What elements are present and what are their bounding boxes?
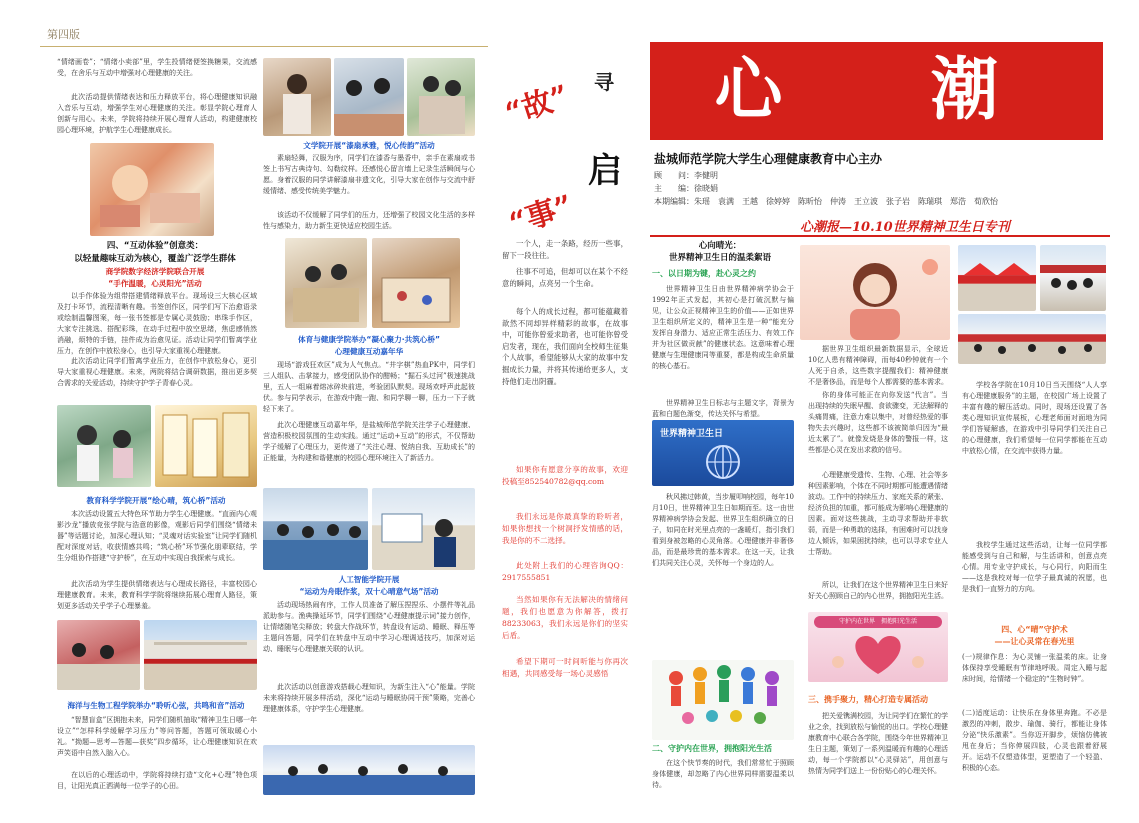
activity-name: “手作温暖，心灵阳光”活动: [108, 279, 202, 288]
photo-illustration: [334, 58, 404, 136]
col2-paragraph: 活动现场热闹有序，工作人员准备了解压捏捏乐、小摆件等礼品派助参与。渔典操延环节，同学们围绕“心理健康提示词”接力创作，让情绪随笔尖释放；转盘大作战环节，转盘设有运动、睡眠、释压等主题问答题，同学们在转盘中互动中学习心理调适技巧，加深对运动、睡眠与心理健康关联的认识。: [263, 601, 475, 653]
section-heading: 一、以日期为键，赴心灵之约: [652, 269, 756, 278]
caption: 体育与健康学院举办“凝心聚力·共筑心桥”: [298, 335, 440, 344]
col4-paragraph: 在这个快节奏的时代，我们常常忙于照顾身体健康，却忽略了内心世界同样需要温柔以待。: [652, 759, 794, 789]
col5-paragraph: 所以，让我们在这个世界精神卫生日来好好关心照顾自己的内心世界，拥抱阳光生活。: [808, 581, 948, 600]
photo-campus-booths: [958, 314, 1106, 364]
story-qq: 此处附上我们的心理咨询QQ：2917555851: [502, 561, 628, 582]
photo-illustration: [958, 245, 1036, 311]
section-heading: 以轻量趣味互动为核心，覆盖广泛学生群体: [74, 254, 236, 264]
woman-illustration: [800, 245, 950, 340]
col2-paragraph: 此次活动以创意游戏搭载心理知识，为新生注入“心”能量。学院未来将持续开展多样活动，深化“运动与睡眠协同干预”策略，完善心理健康体系，守护学生心理健康。: [263, 683, 475, 713]
col1-paragraph: 本次活动设置五大特色环节助力学生心理健康。“直面内心观影沙龙”播放竞张学院与浩意的影像，观影后同学们围绕“情绪未器”等话题讨论，加深心理认知；“灵魂对话实验室”让同学们随机配对深度对话，收获情感共鸣；“筑心桥”环节强化朋辈联结，学生分组协作搭建“守护桥”，在互动中实现自我探索与成长。: [57, 510, 257, 562]
photo-illustration: [1040, 245, 1106, 311]
activity-org: 商学院数字经济学院联合开展: [105, 267, 205, 276]
photo-illustration: [263, 488, 368, 570]
photo-illustration: [263, 58, 331, 136]
section-heading: 四、“互动体验”创意类：: [106, 241, 204, 251]
caption: 人工智能学院开展: [338, 575, 400, 584]
col1-paragraph: 此次活动提供情绪表达和压力释放平台，将心理健康知识融入音乐与互动，增强学生对心理健康的关注。彰显学院心理育人创新与用心。未来，学院将持续开展心理育人活动，构建健康校园心理环境，护航学生心理健康成长。: [57, 93, 257, 134]
article-heading: 世界精神卫生日的温柔絮语: [668, 253, 771, 263]
photo-literature-1: [263, 58, 331, 136]
advisor-label: 顾 问: [654, 171, 686, 180]
col1-paragraph: 此次活动为学生提供情绪表达与心理成长路径，丰富校园心理健康教育。未来，教育科学学院将继续拓展心理育人路径，策划更多活动关乎学子心理暴羞。: [57, 580, 257, 610]
col1-paragraph: 以手作体验为组带搭建情绪释放平台。现场设三大核心区域及打卡环节，流程清晰有趣。书签创作区，同学们写下治愈语录或绘制温馨图案，每一张书签都是专属心灵鼓励；串珠手作区，大家专注挑选、搭配彩珠，在动手过程中放空思绪，焦虑感悄然消融，烦特的手链，挂件成为治愈见证。活动让同学们暂离学业压力，在创作中放松身心，也引导大家重视心理健康。: [57, 292, 257, 355]
staff-names: ：朱瑶 袁满 王越 徐婷婷 陈昕怡 仲涛 王立波 张子岩 陈瑞琪 郑浩 荀欣怡: [686, 197, 998, 206]
masthead-staff: [654, 196, 998, 207]
photo-illustration: [372, 488, 475, 570]
caption: 海洋与生物工程学院举办“聆听心弦，共鸣和音”活动: [67, 701, 245, 710]
advisor-name: ：李健明: [686, 171, 718, 180]
col4-paragraph: 世界精神卫生日由世界精神病学协会于1992年正式发起，其初心是打破沉默与偏见，让公众正视精神卫生的价值——正如世界卫生组织所定义的，精神卫生是一种“能充分发挥自身潜力、适应正常生活压力、有效工作并为社区做贡献”的健康状态。这意味着心理健康与生理健康同等重要，都是构成生命质量的核心基石。: [652, 285, 794, 370]
photo-education-2: [155, 405, 257, 487]
photo-illustration: [407, 58, 475, 136]
photo-illustration: [958, 314, 1106, 364]
caption: “运动为舟眠作浆，双十心晴意气场”活动: [299, 587, 439, 596]
who-banner-text: 世界精神卫生日: [660, 429, 724, 439]
who-poster: [652, 420, 794, 486]
photo-illustration: [372, 238, 460, 328]
col5-paragraph: 你的身体可能正在向你发送“代言”。当出现持续的失眠早醒、食欲骤变，无法解释的头痛胃痛，注意力难以集中，对曾经热爱的事物失去兴趣时，这些都不该被简单归因为“最近太累了”。就像发烧是身体的警报一样，这些都是心灵在发出求救的信号。: [808, 391, 948, 454]
story-title-gu: “故”: [501, 78, 574, 132]
who-logo-icon: [652, 420, 794, 486]
col1-paragraph: “情绪画卷”；“情绪小卖部”里，学生投情绪便签换糖果，交流感受，在舍乐与互动中增强对心理健康的关注。: [57, 58, 257, 77]
poster-inner-world: [808, 612, 948, 682]
story-paragraph: 一个人，走一条路，经历一些事，留下一段往往。: [502, 239, 628, 260]
section-heading: 四、心“晴”守护术: [1001, 625, 1068, 634]
photo-ai-1: [263, 488, 368, 570]
photo-illustration: [57, 620, 140, 690]
col4-paragraph: 世界精神卫生日标志与主题文字，背景为蓝和白题色渐变，传达关怀与希望。: [652, 399, 794, 418]
col5-paragraph: 心理健康受遗传、生物、心理、社会等多种因素影响，个体在不同时期都可能遭遇情绪波动。工作中的持续压力、家庭关系的紧张、经济负担的加重，都可能成为影响心理健康的因素。面对这些挑战，主动寻求帮助并非软弱，而是一种勇敢的选择，有困难时可以找身边人倾诉，如果困扰持续，也可以寻求专业人士帮助。: [808, 471, 948, 556]
story-paragraph: 往事不可追，但却可以在某个不经意的瞬间，点亮另一个生命。: [502, 267, 628, 288]
caption: 教育科学学院开展“绘心晴，筑心桥”活动: [86, 496, 226, 505]
page-label: 第四版: [47, 28, 80, 41]
caption: 文学院开展“漆扇承雅，悦心传韵”活动: [303, 141, 435, 150]
section-subheading: ——让心灵常在春光里: [994, 637, 1075, 646]
heart-hands-icon: [808, 612, 948, 682]
col4-paragraph: 秋风拂过韩黄，当步履叩响校园，每年10月10日，世界精神卫生日如期而至。这一由世界精神病学协会发起、世界卫生组织确立的日子，如同在时光里点亮的一盏暖灯，指引我们看到身被忽略的心灵角落。心理健康并非奢侈品，而是最珍贵的基本需求。在这一天，让我们共同关注心灵，关怀每一个身边的人。: [652, 493, 794, 567]
masthead-banner: [650, 42, 1103, 140]
story-title-xun: 寻: [594, 70, 614, 94]
people-illustration: [652, 660, 794, 740]
col5-paragraph: 据世界卫生组织最新数据显示，全球近10亿人患有精神障碍，而每40秒钟就有一个人死于自杀，这些数字提醒我们：精神健康 不是奢侈品，而是每个人都需要的基本需求。: [808, 345, 948, 386]
col6-paragraph: 学校各学院在10月10日当天围绕“人人享有心理健康服务”的主题，在校园广场上设置了丰富有趣的解压活动。同时，现场还设置了各类心理知识宣传展板，心理老师面对面地为同学们答疑解惑，在游戏中引导同学们关注自己的心理健康，我们希望每一位同学都能在互动中放松心情，在交流中获得力量。: [962, 381, 1107, 455]
photo-illustration: [263, 745, 475, 795]
photo-literature-2: [334, 58, 404, 136]
photo-illustration: [57, 405, 151, 487]
col2-paragraph: 此次心理健康互动嘉年华，是盐城师范学院关注学子心理健康、营造积极校园氛围的生动实践。通过“运动+互动”的形式，不仅帮助学子缓解了心理压力，更传递了“关注心理、悦纳自我、互助成长”的正能量，为构建和谐健康的校园心理环境注入了新活力。: [263, 421, 475, 462]
masthead-org: 盐城师范学院大学生心理健康教育中心主办: [654, 152, 883, 166]
photo-illustration: [90, 143, 214, 236]
poster-banner-text: 守护内在世界 拥抱阳光生活: [814, 616, 942, 628]
photo-ai-2: [372, 488, 475, 570]
caption: 心理健康互动嘉年华: [334, 347, 404, 356]
col6-paragraph: 我校学生通过这些活动，让每一位同学都能感受到与自己和解，与生活讲和，创意点亮心情。用专业守护成长，与心同行，向阳而生——这是我校对每一位学子最真诚的祝愿，也是我们一直努力的方向。: [962, 541, 1107, 593]
top-rule: [40, 46, 488, 47]
photo-campus-crowd: [1040, 245, 1106, 311]
illustration-woman: [800, 245, 950, 340]
col2-paragraph: 素扇轻舞，汉服为序，同学们在漆香与墨香中，亲手在素扇或书签上书写古典诗句、勾勒纹样。还感悦心留言墙上记录生活瞬间与心愿。身着汉服的同学讲解漆扇非遗文化，引导大家在创作与交流中舒缓情绪、感受传统美学魅力。: [263, 154, 475, 195]
editor-name: ：徐晓娟: [686, 184, 718, 193]
photo-ocean-1: [57, 620, 140, 690]
col6-paragraph: (一)规律作息：为心灵铺一张温柔的床。让身体保持享受睡眠有节律地呼吸。周定入睡与起床时间，给情绪一个稳定的“生物时钟”。: [962, 653, 1107, 683]
story-invite: 希望下期可一时间听能与你再次相遇，共同感受每一场心灵感悟: [502, 657, 628, 678]
photo-literature-3: [407, 58, 475, 136]
masthead-title: 心 潮: [714, 50, 1039, 130]
photo-hands-people: [652, 660, 794, 740]
section-heading: 三、携手聚力，精心打造专属活动: [808, 695, 928, 704]
col2-paragraph: 现场“游戏狂欢区”成为人气焦点。“井字棋”热血PK中，同学们三人组队、击掌接力，感受团队协作的酣畅；“掘石头过河”极速挑战里，五人一组麻着熔冰碎块前进，考验团队默契。现场欢呼声此起彼伏。参与同学表示，在游戏中跑一跑、和同学聊一聊，压力一下子就轻下来了。: [263, 361, 475, 413]
story-invite: 如果你有愿意分享的故事，欢迎投稿至852540782@qq.com: [502, 465, 628, 486]
story-title-shi: “事”: [505, 188, 578, 242]
article-heading: 心向晴光：: [698, 241, 742, 251]
staff-label: 本期编辑: [654, 197, 686, 206]
col1-paragraph: 此次活动让同学们暂离学业压力，在创作中放松身心，更引导大家重视心理健康。未来，两院将结合调研数据，推出更多契合需求的关爱活动，持续守护学子青春心灵。: [57, 357, 257, 387]
special-issue-rule: [650, 235, 1110, 237]
photo-ocean-2: [144, 620, 257, 690]
col2-paragraph: 该活动不仅缓解了同学们的压力，还增强了校园文化生活的多样性与感染力，助力新生更快适应校园生活。: [263, 211, 475, 230]
story-invite: 当然如果你有无法解决的情绪问题，我们也愿意为你解答，拨打88233063，我们永远是你们的坚实后盾。: [502, 595, 628, 640]
section-heading: 二、守护内在世界，拥抱阳光生活: [652, 744, 772, 753]
story-invite: 我们永远是你最真挚的聆听者，如果你想找一个树洞抒发情感的话，我是你的不二选择。: [502, 512, 628, 545]
photo-pe-2: [372, 238, 460, 328]
photo-ai-3: [263, 745, 475, 795]
photo-illustration: [155, 405, 257, 487]
col1-paragraph: “智慧盲盒”区拥抱未来，同学们随机抽取“精神卫生日哪一年设立”“怎样科学缓解学习压力”等问答题，答题可领取暖心小礼。“拗题—思考—答题—获奖”四步循环，让心理健康知识在欢声笑语中自然入脑入心。: [57, 716, 257, 757]
photo-campus-tents: [958, 245, 1036, 311]
photo-illustration: [144, 620, 257, 690]
photo-illustration: [285, 238, 367, 328]
col6-paragraph: (二)适度运动：让快乐在身体里奔跑。不必是激烈的冲刺，散步、瑜伽、骑行，都能让身体分泌“快乐激素”。当你迈开脚步，烦恼仿佛被甩在身后；当你伸展四肢，心灵也跟着舒展开。运动不仅塑造体型，更塑造了一个轻盈、积极的心态。: [962, 709, 1107, 772]
editor-label: 主 编: [654, 184, 686, 193]
col1-paragraph: 在以后的心理活动中，学院将持续打造“文化+心理”特色项目，让阳光真正洒满每一位学子的心田。: [57, 771, 257, 790]
photo-education-1: [57, 405, 151, 487]
photo-handcraft: [90, 143, 214, 236]
special-issue-title: 心潮报—10.10世界精神卫生日专刊: [800, 220, 1010, 235]
story-paragraph: 每个人的成长过程，都可能蕴藏着歆然不同却异样精彩的故事，在故事中，可能你曾爱求助者，也可能你曾受启发者，现在，我们面向全校师生征集个人故事，希望能够从大家的故事中发掘成长力量，并将其传递给更多人，支持他们走出阴霾。: [502, 307, 628, 386]
masthead-editor: [654, 183, 718, 194]
photo-pe-1: [285, 238, 367, 328]
story-title-qi: 启: [588, 151, 622, 191]
masthead-advisor: [654, 170, 718, 181]
col5-paragraph: 把关爱镌满校园，为让同学们在繁忙的学业之余，找到放松与愉悦的出口。学校心理健康教育中心联合各学院，围绕今年世界精神卫生日主题，策划了一系列温暖而有趣的心理活动，每一个学院都以“心灵驿站”，用创意与热情为同学们送上一份份贴心的心理关怀。: [808, 712, 948, 775]
